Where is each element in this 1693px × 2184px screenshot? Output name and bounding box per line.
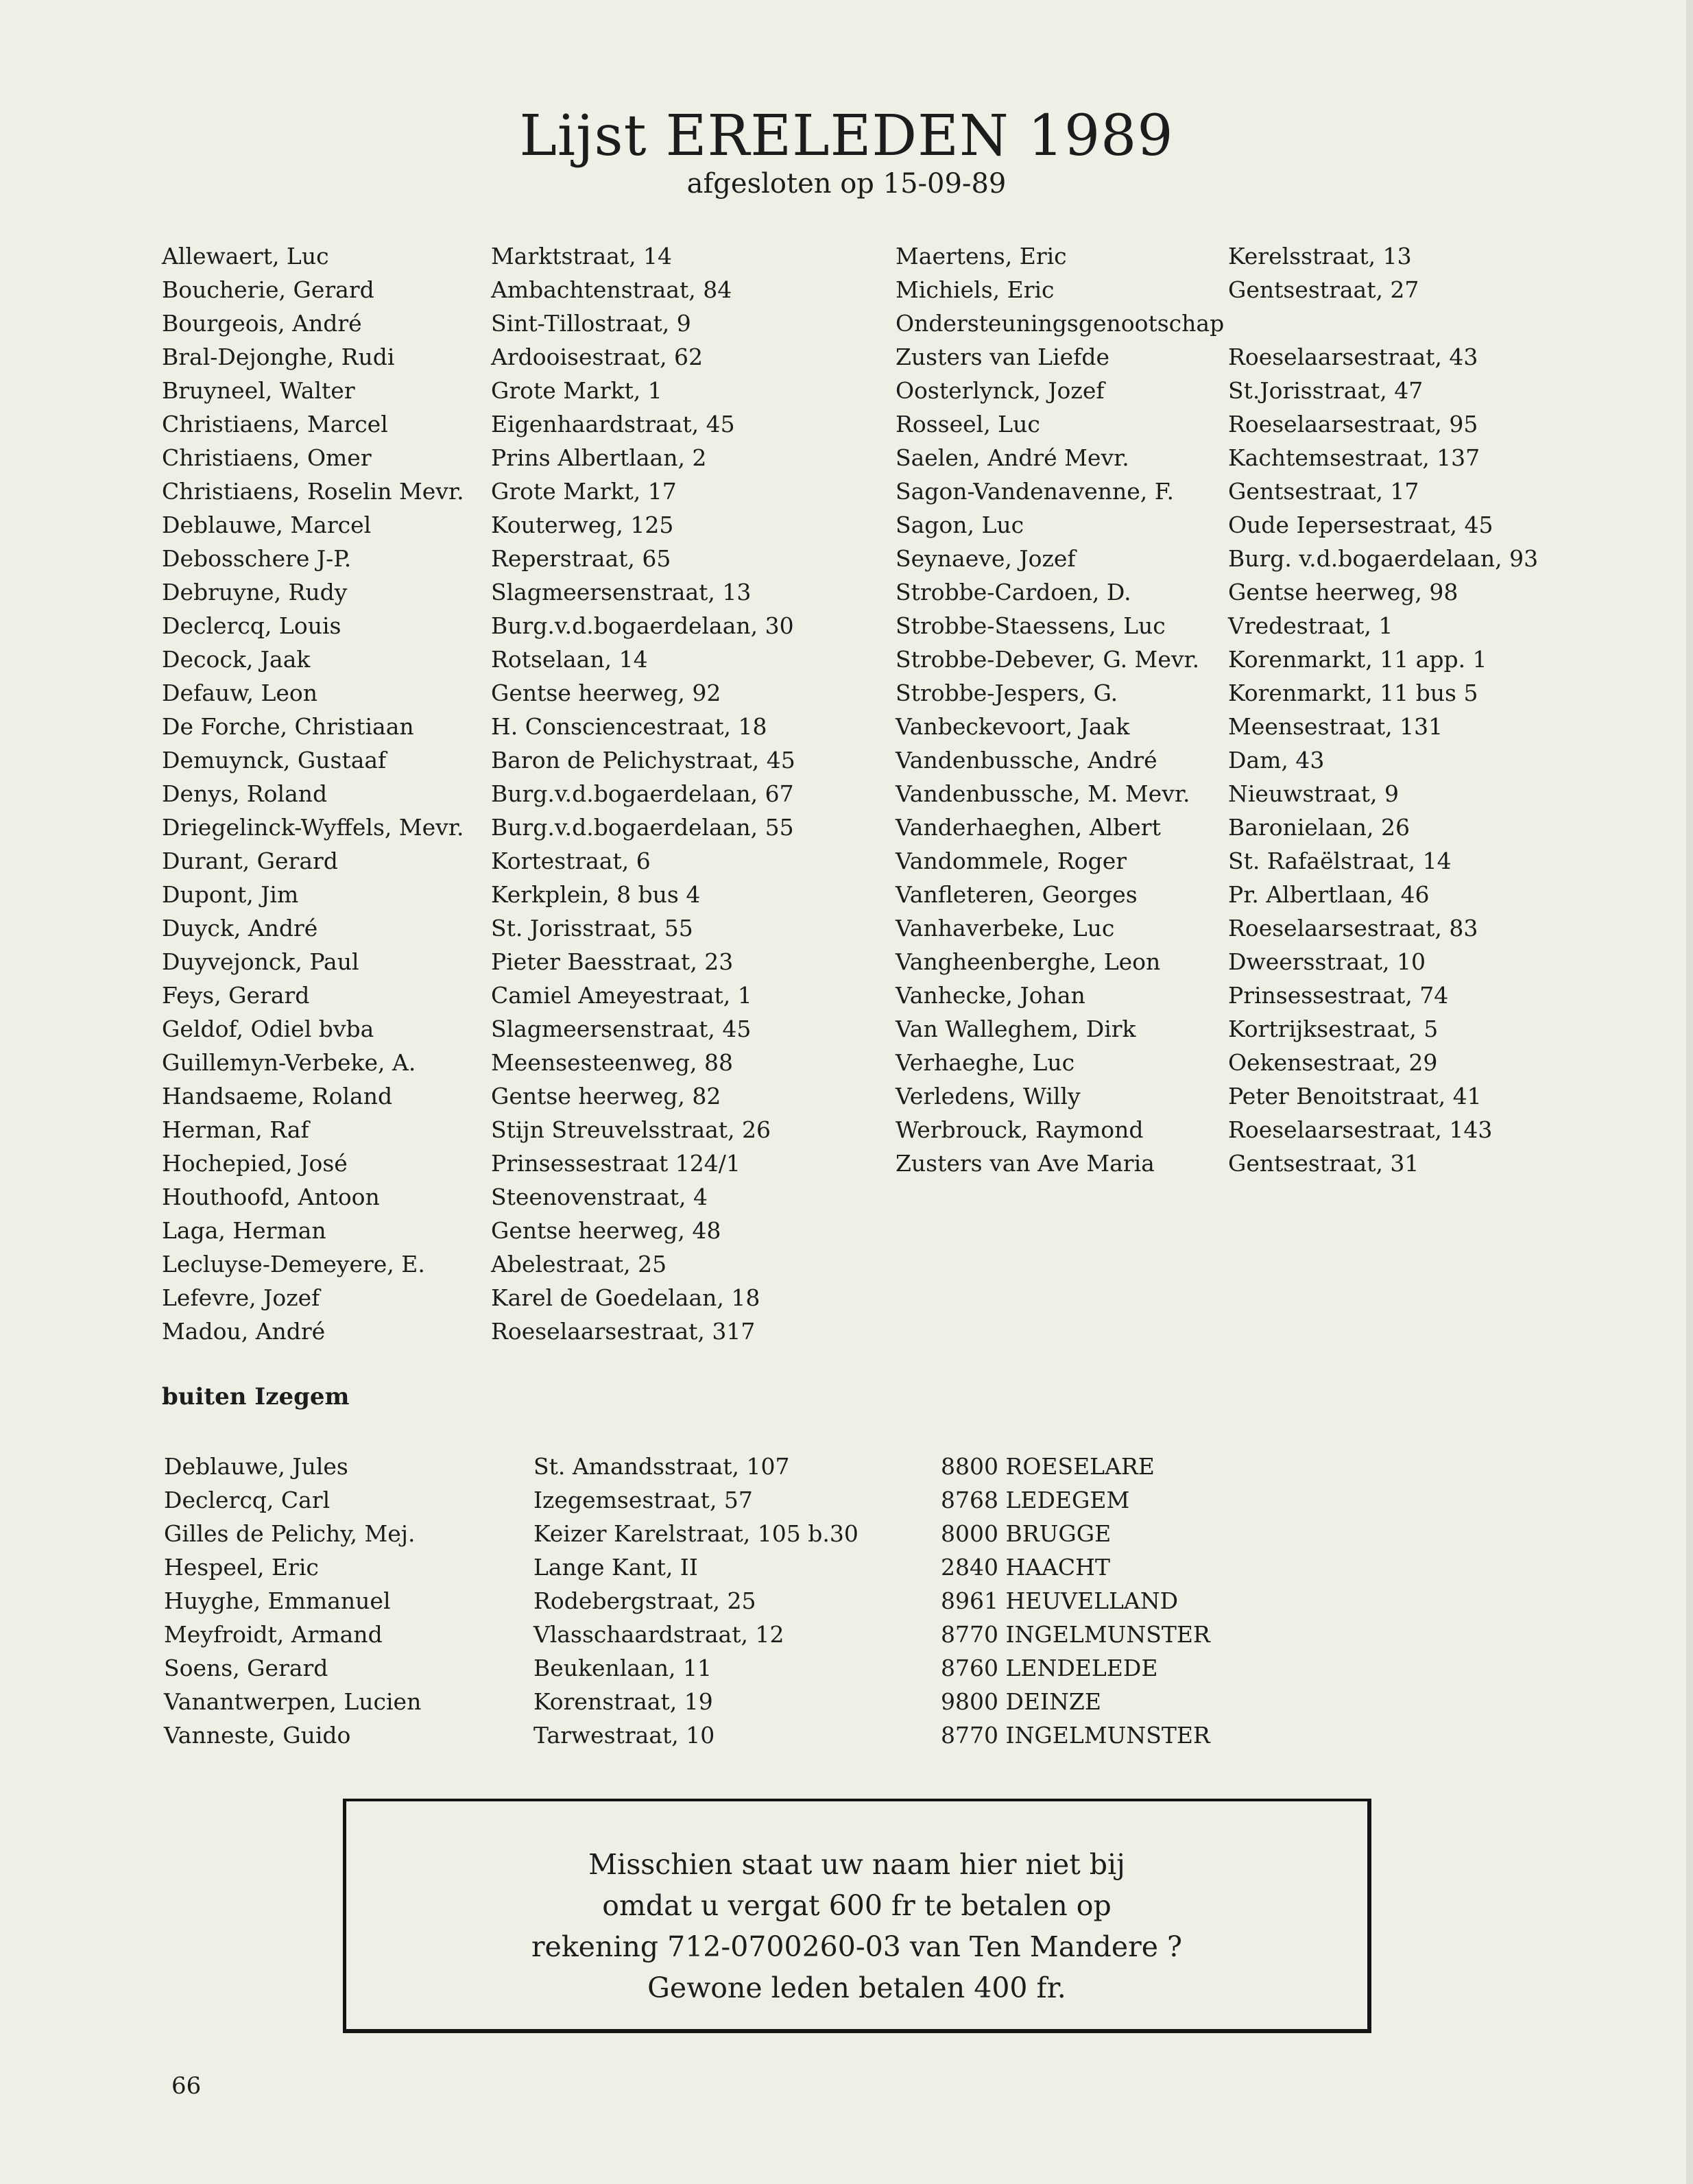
member-name: Feys, Gerard: [162, 982, 310, 1009]
member-address: Peter Benoitstraat, 41: [1228, 1083, 1482, 1109]
member-address: Rotselaan, 14: [491, 646, 648, 673]
member-address: Steenovenstraat, 4: [491, 1184, 708, 1210]
notice-line: Misschien staat uw naam hier niet bij: [588, 1848, 1125, 1881]
member-city: 8760 LENDELEDE: [941, 1655, 1158, 1681]
member-address: Gentse heerweg, 98: [1228, 579, 1458, 605]
member-address: Kortestraat, 6: [491, 848, 651, 874]
member-name: Herman, Raf: [162, 1116, 309, 1143]
member-address: Gentse heerweg, 82: [491, 1083, 721, 1109]
member-address: Karel de Goedelaan, 18: [491, 1284, 760, 1311]
member-address: Vredestraat, 1: [1228, 612, 1393, 639]
member-name: Vandenbussche, M. Mevr.: [896, 780, 1190, 807]
member-address: Tarwestraat, 10: [533, 1722, 715, 1749]
member-name: Vanantwerpen, Lucien: [164, 1688, 422, 1715]
member-name: Demuynck, Gustaaf: [162, 747, 387, 773]
member-name: Strobbe-Jespers, G.: [896, 680, 1118, 706]
member-address: Burg.v.d.bogaerdelaan, 67: [491, 780, 794, 807]
member-name: Christiaens, Marcel: [162, 411, 388, 437]
member-address: Ambachtenstraat, 84: [491, 276, 732, 303]
member-name: Zusters van Ave Maria: [896, 1150, 1155, 1177]
member-address: Burg. v.d.bogaerdelaan, 93: [1228, 545, 1539, 572]
member-address: Burg.v.d.bogaerdelaan, 30: [491, 612, 794, 639]
member-name: Vanhecke, Johan: [896, 982, 1085, 1009]
member-name: Vandommele, Roger: [896, 848, 1127, 874]
member-name: Christiaens, Omer: [162, 444, 372, 471]
payment-notice-box: [343, 1799, 1371, 2033]
member-name: Deblauwe, Jules: [164, 1453, 348, 1480]
member-address: Gentsestraat, 31: [1228, 1150, 1419, 1177]
member-name: Bruyneel, Walter: [162, 377, 355, 404]
member-address: Kortrijksestraat, 5: [1228, 1016, 1439, 1042]
member-address: Lange Kant, II: [533, 1554, 698, 1581]
member-address: Eigenhaardstraat, 45: [491, 411, 735, 437]
member-address: Dam, 43: [1228, 747, 1325, 773]
member-name: Gilles de Pelichy, Mej.: [164, 1520, 416, 1547]
member-name: Lecluyse-Demeyere, E.: [162, 1251, 425, 1277]
member-city: 9800 DEINZE: [941, 1688, 1101, 1715]
member-name: Duyvejonck, Paul: [162, 948, 359, 975]
member-city: 8961 HEUVELLAND: [941, 1587, 1179, 1614]
member-name: Handsaeme, Roland: [162, 1083, 393, 1109]
member-name: Oosterlynck, Jozef: [896, 377, 1105, 404]
member-name: Christiaens, Roselin Mevr.: [162, 478, 464, 505]
member-address: Abelestraat, 25: [491, 1251, 667, 1277]
member-address: Roeselaarsestraat, 83: [1228, 915, 1478, 941]
member-name: Driegelinck-Wyffels, Mevr.: [162, 814, 464, 841]
member-name: Michiels, Eric: [896, 276, 1055, 303]
member-name: Defauw, Leon: [162, 680, 318, 706]
member-name: Decock, Jaak: [162, 646, 311, 673]
member-name: Debosschere J-P.: [162, 545, 352, 572]
member-address: Stijn Streuvelsstraat, 26: [491, 1116, 771, 1143]
member-address: Sint-Tillostraat, 9: [491, 310, 691, 337]
member-name: Ondersteuningsgenootschap: [896, 310, 1225, 337]
member-name: Bral-Dejonghe, Rudi: [162, 344, 395, 370]
member-name: Houthoofd, Antoon: [162, 1184, 380, 1210]
member-name: Geldof, Odiel bvba: [162, 1016, 374, 1042]
member-address: St.Jorisstraat, 47: [1228, 377, 1424, 404]
member-name: Sagon, Luc: [896, 512, 1024, 538]
member-name: Sagon-Vandenavenne, F.: [896, 478, 1175, 505]
member-name: Meyfroidt, Armand: [164, 1621, 383, 1648]
member-address: Roeselaarsestraat, 143: [1228, 1116, 1493, 1143]
member-address: Korenmarkt, 11 bus 5: [1228, 680, 1478, 706]
member-name: Verledens, Willy: [896, 1083, 1081, 1109]
member-address: Kerelsstraat, 13: [1228, 243, 1412, 269]
member-address: Meensesteenweg, 88: [491, 1049, 733, 1076]
member-name: Denys, Roland: [162, 780, 328, 807]
member-address: Grote Markt, 1: [491, 377, 662, 404]
member-name: Werbrouck, Raymond: [896, 1116, 1144, 1143]
member-city: 8770 INGELMUNSTER: [941, 1722, 1210, 1749]
notice-line: rekening 712-0700260-03 van Ten Mandere ?: [531, 1930, 1183, 1963]
member-address: Vlasschaardstraat, 12: [533, 1621, 784, 1648]
member-city: 8770 INGELMUNSTER: [941, 1621, 1210, 1648]
member-name: Huyghe, Emmanuel: [164, 1587, 391, 1614]
member-address: [1228, 307, 1538, 340]
member-address: Meensestraat, 131: [1228, 713, 1443, 740]
izegem-names-left: [162, 239, 464, 1348]
member-name: Madou, André: [162, 1318, 326, 1345]
member-address: Nieuwstraat, 9: [1228, 780, 1400, 807]
member-address: Kachtemsestraat, 137: [1228, 444, 1480, 471]
member-address: Izegemsestraat, 57: [533, 1487, 753, 1513]
member-name: Deblauwe, Marcel: [162, 512, 372, 538]
member-address: Roeselaarsestraat, 317: [491, 1318, 756, 1345]
member-address: Prinsessestraat, 74: [1228, 982, 1449, 1009]
member-city: 8000 BRUGGE: [941, 1520, 1112, 1547]
member-address: St. Jorisstraat, 55: [491, 915, 693, 941]
member-name: Vandenbussche, André: [896, 747, 1157, 773]
member-name: Hochepied, José: [162, 1150, 348, 1177]
page-subtitle: afgesloten op 15-09-89: [686, 168, 1007, 200]
member-name: Vanderhaeghen, Albert: [896, 814, 1161, 841]
member-name: Soens, Gerard: [164, 1655, 328, 1681]
member-name: Allewaert, Luc: [162, 243, 329, 269]
member-city: 2840 HAACHT: [941, 1554, 1110, 1581]
member-name: Dupont, Jim: [162, 881, 299, 908]
member-address: Prins Albertlaan, 2: [491, 444, 707, 471]
member-name: Rosseel, Luc: [896, 411, 1040, 437]
member-name: Zusters van Liefde: [896, 344, 1110, 370]
member-name: Saelen, André Mevr.: [896, 444, 1129, 471]
member-name: Guillemyn-Verbeke, A.: [162, 1049, 416, 1076]
member-name: Vanfleteren, Georges: [896, 881, 1138, 908]
notice-line: omdat u vergat 600 fr te betalen op: [602, 1889, 1112, 1922]
member-address: Korenstraat, 19: [533, 1688, 713, 1715]
member-name: De Forche, Christiaan: [162, 713, 414, 740]
outside-names: [164, 1450, 421, 1752]
member-address: Kouterweg, 125: [491, 512, 674, 538]
member-name: Hespeel, Eric: [164, 1554, 319, 1581]
member-address: St. Amandsstraat, 107: [533, 1453, 790, 1480]
member-address: Roeselaarsestraat, 43: [1228, 344, 1478, 370]
member-name: Van Walleghem, Dirk: [896, 1016, 1136, 1042]
member-name: Vanneste, Guido: [164, 1722, 351, 1749]
member-name: Declercq, Carl: [164, 1487, 331, 1513]
member-name: Boucherie, Gerard: [162, 276, 374, 303]
page-edge: [1686, 0, 1693, 2184]
member-name: Strobbe-Staessens, Luc: [896, 612, 1166, 639]
member-name: Durant, Gerard: [162, 848, 338, 874]
member-name: Maertens, Eric: [896, 243, 1067, 269]
member-name: Bourgeois, André: [162, 310, 362, 337]
member-name: Vangheenberghe, Leon: [896, 948, 1161, 975]
member-name: Seynaeve, Jozef: [896, 545, 1076, 572]
member-address: Kerkplein, 8 bus 4: [491, 881, 701, 908]
member-address: Marktstraat, 14: [491, 243, 673, 269]
member-address: Baron de Pelichystraat, 45: [491, 747, 795, 773]
member-city: 8800 ROESELARE: [941, 1453, 1155, 1480]
member-address: Ardooisestraat, 62: [491, 344, 704, 370]
member-address: Gentse heerweg, 48: [491, 1217, 721, 1244]
member-address: H. Consciencestraat, 18: [491, 713, 767, 740]
page-number: 66: [171, 2072, 202, 2100]
member-address: St. Rafaëlstraat, 14: [1228, 848, 1452, 874]
page-title: Lijst ERELEDEN 1989: [519, 104, 1174, 169]
member-address: Prinsessestraat 124/1: [491, 1150, 741, 1177]
member-address: Pieter Baesstraat, 23: [491, 948, 734, 975]
member-address: Oude Iepersestraat, 45: [1228, 512, 1493, 538]
member-address: Gentsestraat, 27: [1228, 276, 1419, 303]
member-address: Keizer Karelstraat, 105 b.30: [533, 1520, 858, 1547]
member-name: Duyck, André: [162, 915, 318, 941]
member-name: Lefevre, Jozef: [162, 1284, 320, 1311]
member-address: Dweersstraat, 10: [1228, 948, 1426, 975]
member-address: Slagmeersenstraat, 45: [491, 1016, 752, 1042]
member-address: Grote Markt, 17: [491, 478, 677, 505]
member-address: Camiel Ameyestraat, 1: [491, 982, 752, 1009]
member-name: Debruyne, Rudy: [162, 579, 348, 605]
outside-cities: [941, 1450, 1210, 1752]
member-name: Verhaeghe, Luc: [896, 1049, 1075, 1076]
notice-line: Gewone leden betalen 400 fr.: [647, 1971, 1066, 2004]
member-address: Burg.v.d.bogaerdelaan, 55: [491, 814, 794, 841]
izegem-addresses-left: [491, 239, 795, 1348]
member-address: Reperstraat, 65: [491, 545, 671, 572]
member-address: Beukenlaan, 11: [533, 1655, 712, 1681]
member-address: Pr. Albertlaan, 46: [1228, 881, 1430, 908]
izegem-addresses-right: [1228, 239, 1538, 1180]
member-name: Vanhaverbeke, Luc: [896, 915, 1115, 941]
member-address: Korenmarkt, 11 app. 1: [1228, 646, 1487, 673]
member-address: Oekensestraat, 29: [1228, 1049, 1438, 1076]
member-name: Strobbe-Cardoen, D.: [896, 579, 1131, 605]
member-address: Baronielaan, 26: [1228, 814, 1410, 841]
outside-addresses: [533, 1450, 858, 1752]
member-address: Rodebergstraat, 25: [533, 1587, 756, 1614]
member-address: Gentse heerweg, 92: [491, 680, 721, 706]
member-name: Vanbeckevoort, Jaak: [896, 713, 1130, 740]
member-name: Laga, Herman: [162, 1217, 326, 1244]
member-name: Declercq, Louis: [162, 612, 341, 639]
member-address: Gentsestraat, 17: [1228, 478, 1419, 505]
section-heading-buiten-izegem: buiten Izegem: [162, 1383, 350, 1411]
member-name: Strobbe-Debever, G. Mevr.: [896, 646, 1200, 673]
member-address: Slagmeersenstraat, 13: [491, 579, 752, 605]
member-city: 8768 LEDEGEM: [941, 1487, 1130, 1513]
izegem-names-right: [896, 239, 1224, 1180]
member-address: Roeselaarsestraat, 95: [1228, 411, 1478, 437]
